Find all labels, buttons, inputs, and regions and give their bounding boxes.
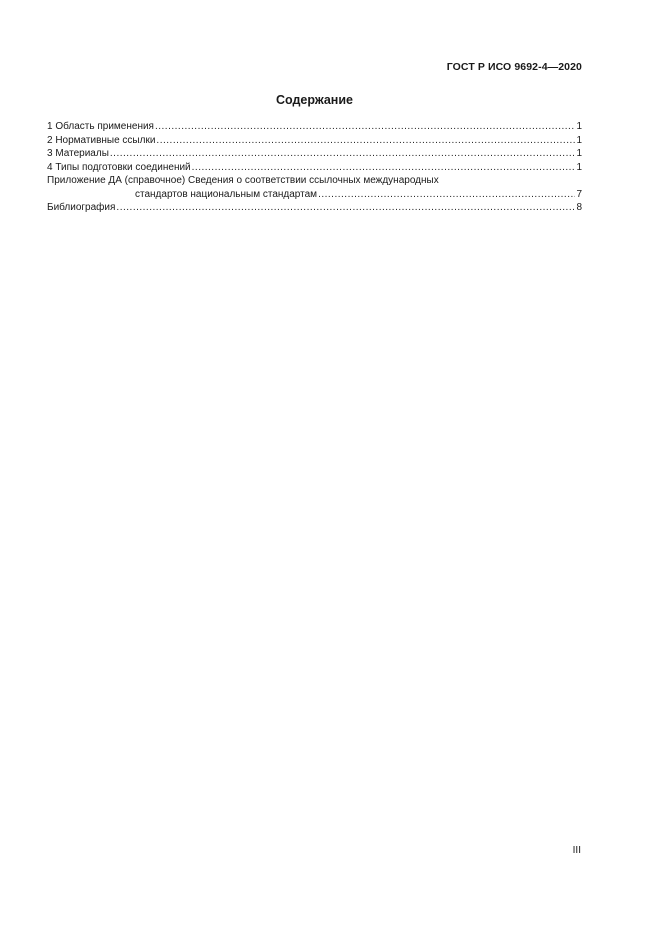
table-of-contents <box>47 120 582 215</box>
toc-entry-page: 1 <box>576 121 582 132</box>
toc-entry-joint-preparation-types[interactable] <box>47 161 582 175</box>
toc-annex-line-2 <box>47 188 582 202</box>
toc-annex-line-1: Приложение ДА (справочное) Сведения о соответствии ссылочных международных <box>47 175 439 186</box>
toc-leader-dots <box>318 188 575 202</box>
toc-entry-annex-da[interactable] <box>47 174 582 201</box>
document-code: ГОСТ Р ИСО 9692-4—2020 <box>446 61 582 73</box>
toc-entry-page: 1 <box>576 161 582 173</box>
toc-leader-dots <box>192 161 576 175</box>
toc-entry-normative-references[interactable] <box>47 134 582 148</box>
page-number: III <box>572 845 581 856</box>
toc-entry-label: 1 Область применения <box>47 121 154 132</box>
toc-leader-dots <box>110 147 576 161</box>
toc-leader-dots <box>156 134 575 148</box>
toc-entry-label: 4 Типы подготовки соединений <box>47 161 191 173</box>
toc-entry-bibliography[interactable] <box>47 201 582 215</box>
toc-entry-label: 2 Нормативные ссылки <box>47 134 156 146</box>
toc-entry-label: 3 Материалы <box>47 148 109 159</box>
toc-entry-materials[interactable] <box>47 147 582 161</box>
toc-entry-page: 7 <box>576 188 582 200</box>
toc-leader-dots <box>116 201 575 215</box>
toc-entry-page: 8 <box>576 202 582 213</box>
toc-title: Содержание <box>275 93 353 107</box>
toc-entry-page: 1 <box>576 148 582 159</box>
toc-entry-page: 1 <box>576 134 582 146</box>
toc-entry-scope[interactable] <box>47 120 582 134</box>
toc-entry-label: стандартов национальным стандартам <box>135 188 318 200</box>
toc-entry-label: Библиография <box>47 202 116 213</box>
toc-leader-dots <box>155 120 575 134</box>
